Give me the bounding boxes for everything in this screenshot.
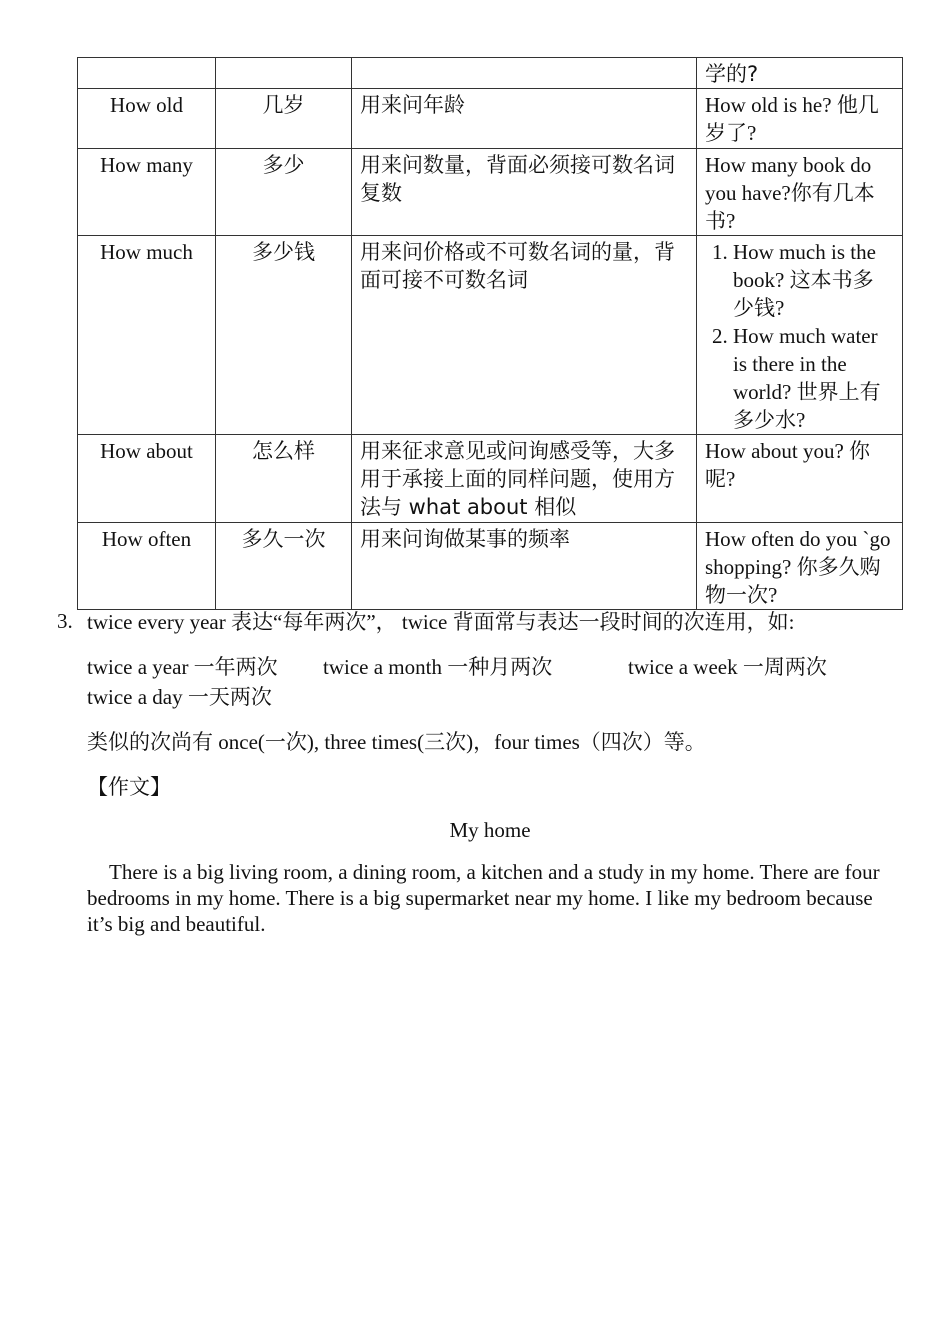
table-cell-example xyxy=(697,236,903,435)
example-twice-day: twice a day 一天两次 xyxy=(87,685,272,709)
table-cell-word: How many xyxy=(78,149,216,236)
essay-body: There is a big living room, a dining room, a kitchen and a study in my home. There are four bedrooms in my home. There is a big supermarket near my home. I like my bedroom because it’s big and beautiful. xyxy=(87,860,880,936)
composition-heading: 【作文】 xyxy=(87,775,171,799)
table-cell-meaning: 多少 xyxy=(216,149,352,236)
table-cell-meaning: 多久一次 xyxy=(216,523,352,610)
example-list xyxy=(705,238,894,434)
table-cell xyxy=(216,58,352,89)
table-cell xyxy=(78,58,216,89)
similar-note: 类似的次尚有 once(一次), three times(三次)，four times（四次）等。 xyxy=(87,730,706,754)
table-row xyxy=(78,236,903,435)
essay-title: My home xyxy=(449,818,531,842)
example-twice-year: twice a year 一年两次 xyxy=(87,655,278,679)
table-cell-example: How often do you `go shopping? 你多久购物一次? xyxy=(697,523,903,610)
example-twice-month: twice a month 一种月两次 xyxy=(323,655,553,679)
table-row xyxy=(78,89,903,149)
table-row xyxy=(78,149,903,236)
how-phrases-table xyxy=(77,57,903,610)
table-cell-word: How old xyxy=(78,89,216,149)
table-cell xyxy=(352,58,697,89)
table-cell-example: 学的? xyxy=(697,58,903,89)
list-item: 2. How much water is there in the world? 世界上有多少水? xyxy=(733,322,894,434)
table-cell-usage: 用来问年龄 xyxy=(352,89,697,149)
note-3-text: twice every year 表达“每年两次”， twice 背面常与表达一段时间的次连用，如: xyxy=(87,610,795,634)
table-cell-word: How often xyxy=(78,523,216,610)
table-cell-meaning: 怎么样 xyxy=(216,435,352,523)
example-twice-week: twice a week 一周两次 xyxy=(628,655,827,679)
table-row xyxy=(78,58,903,89)
table-cell-example: How about you? 你呢? xyxy=(697,435,903,523)
table-row xyxy=(78,435,903,523)
table-cell-meaning: 几岁 xyxy=(216,89,352,149)
table-row xyxy=(78,523,903,610)
table-cell-example: How old is he? 他几岁了? xyxy=(697,89,903,149)
table-cell-usage: 用来问询做某事的频率 xyxy=(352,523,697,610)
list-item: 1. How much is the book? 这本书多少钱? xyxy=(733,238,894,322)
table-cell-meaning: 多少钱 xyxy=(216,236,352,435)
list-number: 3. xyxy=(57,609,73,633)
table-cell-usage: 用来问价格或不可数名词的量，背面可接不可数名词 xyxy=(352,236,697,435)
table-cell-usage: 用来问数量，背面必须接可数名词复数 xyxy=(352,149,697,236)
table-cell-example: How many book do you have?你有几本书? xyxy=(697,149,903,236)
table-cell-word: How about xyxy=(78,435,216,523)
table-cell-word: How much xyxy=(78,236,216,435)
table-cell-usage: 用来征求意见或问询感受等，大多用于承接上面的同样问题，使用方法与 what about 相似 xyxy=(352,435,697,523)
